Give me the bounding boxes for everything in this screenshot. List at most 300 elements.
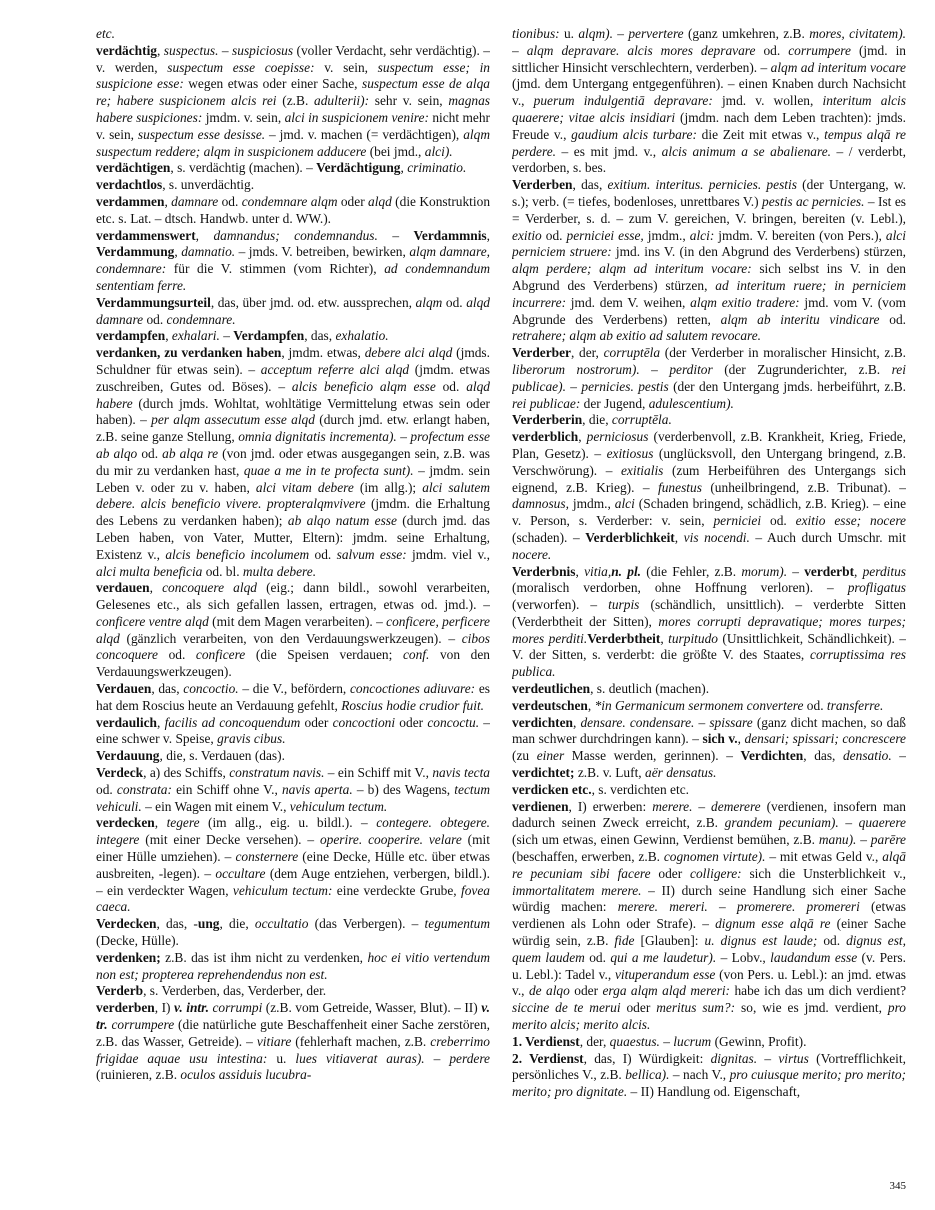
entry-text: suspectum esse desisse. bbox=[137, 126, 266, 142]
entry-text: tectum vehiculi. bbox=[96, 781, 490, 814]
entry-headword: ung bbox=[197, 916, 220, 932]
entry-text: (der Verderber in moralischer Hinsicht, z.B. bbox=[660, 345, 906, 361]
entry-text: od. bbox=[143, 311, 167, 327]
entry-text: puerum indulgentiā depravare: bbox=[533, 93, 713, 109]
entry-text: contegere. obtegere. integere bbox=[96, 815, 490, 848]
entry-text: od. bbox=[879, 311, 906, 327]
entry-text: erga alqm alqd mereri: bbox=[602, 983, 731, 999]
dictionary-entry bbox=[512, 177, 906, 345]
entry-text: conficere, perficere alqd bbox=[96, 613, 490, 646]
entry-text: (Schaden bringend, schädlich, z.B. Krieg). – eine v. Person, s. Verderber: v. sein, bbox=[512, 496, 906, 529]
entry-text: (der Untergang, w. s.); verb. (= tiefes, bodenloses, unrettbares V.) bbox=[512, 177, 906, 209]
entry-text: multa debere. bbox=[242, 563, 317, 579]
entry-text: rei publicae). – pernicies. pestis bbox=[512, 361, 906, 394]
entry-headword: Verdichten bbox=[740, 748, 804, 764]
entry-text: de alqo bbox=[528, 983, 570, 999]
entry-text: (eig.; dann bildl., sowohl verarbeiten, Gelesenes etc., als sich gefallen lassen, ertragen, etwas od. jmd.). – bbox=[96, 580, 490, 613]
entry-text: , s. deutlich (machen). bbox=[590, 681, 710, 697]
entry-headword: verdaulich bbox=[96, 714, 158, 730]
entry-text: od. bbox=[755, 42, 789, 58]
dictionary-entry bbox=[96, 765, 490, 815]
entry-text: suspectum esse de alqa re; habere suspicionem alcis rei bbox=[96, 76, 490, 109]
entry-text: alci perniciem struere: bbox=[512, 227, 906, 260]
entry-text: tempus alqā re perdere. bbox=[512, 126, 906, 159]
entry-text: – Ist es = Verderber, s. d. – zum V. gereichen, V. bringen, bereiten (v. Lebl.), bbox=[512, 193, 906, 226]
entry-text: exitialis bbox=[620, 462, 664, 478]
entry-text: (etwas verdienen als Lohn oder Strafe). – bbox=[512, 899, 906, 932]
entry-headword: Verdeck bbox=[96, 765, 144, 781]
entry-text: , bbox=[157, 714, 165, 730]
entry-text: , bbox=[575, 563, 585, 579]
entry-text: od. bbox=[817, 933, 847, 949]
entry-text: suspectus. – suspiciosus bbox=[163, 42, 294, 58]
left-column bbox=[96, 26, 490, 1176]
entry-text: od. bbox=[157, 647, 196, 663]
entry-text: so, wie es jmd. verdient, bbox=[735, 1000, 888, 1016]
entry-text: od. bbox=[96, 781, 117, 797]
entry-text: ab alqo natum esse bbox=[287, 513, 397, 529]
entry-text: occultatio bbox=[254, 916, 309, 932]
entry-headword: verdeutlichen bbox=[512, 681, 591, 697]
entry-text: od. bbox=[435, 378, 467, 394]
entry-text: (ganz dicht machen, so daß man schwer durchdringen kann). – bbox=[512, 714, 906, 747]
entry-text: alqā re pecuniam sibi facere bbox=[512, 849, 906, 881]
entry-headword: verdachtlos bbox=[96, 177, 163, 193]
entry-text: quaestus. – lucrum bbox=[609, 1033, 712, 1049]
entry-text: alqd bbox=[368, 193, 392, 209]
entry-text: (jmd. dem Untergang entgegenführen). – einen Knaben durch Nachsicht v., bbox=[512, 76, 906, 109]
entry-text: , a) des Schiffs, bbox=[143, 765, 230, 781]
entry-text: vitiare bbox=[256, 1033, 292, 1049]
entry-text: vitia, bbox=[584, 563, 612, 579]
entry-headword: Verdecken bbox=[96, 916, 157, 932]
entry-text: alqd damnare bbox=[96, 294, 490, 327]
entry-text: od. bbox=[541, 227, 567, 243]
entry-headword: Verderbtheit bbox=[587, 630, 661, 646]
entry-text: qui a me laudetur). – bbox=[610, 949, 728, 965]
entry-text: n. pl. bbox=[611, 563, 642, 579]
entry-text: (Decke, Hülle). bbox=[96, 933, 179, 949]
entry-text: od. bbox=[584, 949, 611, 965]
entry-text: (im allg., eig. u. bildl.). – bbox=[199, 815, 377, 831]
entry-text: exitio bbox=[512, 227, 542, 243]
entry-text: – ein Wagen mit einem V., bbox=[141, 798, 290, 814]
entry-text: vehiculum tectum. bbox=[289, 798, 388, 814]
entry-text: jmdm., bbox=[568, 496, 615, 512]
entry-text: ein Schiff ohne V., bbox=[171, 781, 282, 797]
entry-text: (einer Sache würdig sein, z.B. bbox=[512, 916, 906, 949]
dictionary-entry bbox=[96, 916, 490, 950]
entry-text: (von Pers. u. Lebl.): an jmd. etwas v., bbox=[512, 966, 906, 999]
entry-text: – die V., befördern, bbox=[238, 681, 350, 697]
entry-text: – jmds. V. betreiben, bewirken, bbox=[235, 244, 410, 260]
entry-text: perditus bbox=[862, 563, 906, 579]
entry-text: – bbox=[787, 563, 805, 579]
entry-text: nocere. bbox=[512, 546, 552, 562]
dictionary-entry bbox=[96, 950, 490, 984]
entry-text: (fehlerhaft machen, z.B. bbox=[291, 1033, 431, 1049]
entry-text: , der, bbox=[579, 1033, 610, 1049]
entry-headword: Verdächtigung bbox=[316, 160, 401, 176]
entry-text: – eine schwer v. Speise, bbox=[96, 714, 490, 747]
entry-text: z.B. v. Luft, bbox=[574, 765, 646, 781]
dictionary-entry bbox=[512, 799, 906, 1034]
entry-text: fide bbox=[614, 933, 635, 949]
entry-text: sich die Unsterblichkeit v., bbox=[741, 865, 906, 881]
entry-text: concoquere alqd bbox=[162, 580, 257, 596]
entry-text: jmdm. V. bereiten (von Pers.), bbox=[714, 227, 886, 243]
entry-text: , bbox=[660, 630, 669, 646]
entry-text: (v. Pers. u. Lebl.): Tadel v., bbox=[512, 949, 906, 982]
entry-text: od. bbox=[309, 546, 337, 562]
entry-text: funestus bbox=[658, 479, 702, 495]
entry-text: interitum alcis quaerere; vitae alcis insidiari bbox=[512, 93, 906, 125]
entry-text: (die Speisen verdauen; bbox=[245, 647, 403, 663]
entry-text: , bbox=[587, 697, 595, 713]
entry-text: (jmdm. die Erhaltung des Lebens zu verdanken haben); bbox=[96, 496, 490, 529]
entry-headword: Verdauen bbox=[96, 681, 152, 697]
entry-text: (jmdm. etwas zuschreiben, Gutes od. Böses). – bbox=[96, 361, 490, 394]
entry-text: – jmdm. sein Leben v. oder zu v. haben, bbox=[96, 462, 490, 495]
entry-text: (sich um etwas, einen Gewinn, Verdienst bemühen, z.B. bbox=[512, 832, 819, 848]
entry-text: damnandus; condemnandus. bbox=[213, 227, 378, 243]
entry-text: , s. unverdächtig. bbox=[162, 177, 255, 193]
entry-text: exhalatio. bbox=[335, 328, 389, 344]
entry-headword: Verdammnis bbox=[413, 227, 487, 243]
entry-text: rei publicae: bbox=[512, 395, 581, 411]
entry-headword: verderblich bbox=[512, 429, 579, 445]
dictionary-entry bbox=[512, 564, 906, 682]
entry-text: debere alci alqd bbox=[364, 345, 453, 361]
entry-text: od. bbox=[803, 697, 827, 713]
entry-text: exitio esse; nocere bbox=[795, 513, 906, 529]
entry-text: liberorum nostrorum). – perditor bbox=[512, 361, 713, 377]
entry-text: , bbox=[737, 731, 745, 747]
entry-text: , s. Verderben, das, Verderber, der. bbox=[143, 983, 327, 999]
entry-text: (unheilbringend, z.B. Tribunat). – bbox=[701, 479, 906, 495]
entry-text: , bbox=[674, 529, 684, 545]
entry-headword: Verdampfen bbox=[233, 328, 305, 344]
entry-text: , s. verdächtig (machen). – bbox=[170, 160, 317, 176]
entry-text: (jmdm. nach dem Leben trachten): jmds. Freude v., bbox=[512, 109, 906, 142]
entry-text: grandem pecuniam). – quaerere bbox=[724, 815, 906, 831]
entry-headword: verdecken bbox=[96, 815, 155, 831]
entry-text: jmd. vom V. (vom Abgrunde des Verderbens) retten, bbox=[512, 294, 906, 327]
dictionary-entry bbox=[512, 681, 906, 698]
entry-text: concoctioni bbox=[332, 714, 396, 730]
entry-text: navis tecta bbox=[432, 765, 490, 781]
entry-headword: Verderb bbox=[96, 983, 144, 999]
entry-text: concoctio. bbox=[183, 681, 239, 697]
entry-text: (die natürliche gute Beschaffenheit einer Sache zerstören, z.B. das Wasser, Getreide). – bbox=[96, 1017, 490, 1049]
entry-text: tegumentum bbox=[424, 916, 490, 932]
entry-text: *in Germanicum sermonem convertere bbox=[594, 697, 804, 713]
entry-headword: verdichten bbox=[512, 714, 573, 730]
entry-text: corrumpere bbox=[111, 1017, 175, 1033]
entry-text: conficere bbox=[195, 647, 246, 663]
entry-text: (verdienen, insofern man dadurch seinen Zweck erreicht, z.B. bbox=[512, 798, 906, 831]
entry-text: (im allg.); bbox=[353, 479, 423, 495]
entry-text: alci). bbox=[424, 143, 453, 159]
entry-text: salvum esse: bbox=[336, 546, 407, 562]
entry-text: od. bbox=[442, 294, 467, 310]
entry-text: condemnare alqm bbox=[241, 193, 338, 209]
entry-text: , das, bbox=[304, 328, 336, 344]
entry-text: eine verdeckte Grube, bbox=[332, 882, 461, 898]
entry-text: – b) des Wagens, bbox=[352, 781, 455, 797]
dictionary-entry bbox=[512, 26, 906, 177]
dictionary-entry bbox=[96, 26, 490, 43]
entry-text: (durch jmd. das Leben haben, von Vater, Mutter, Eltern): jmdm. seine Erhaltung, Existenz v., bbox=[96, 513, 490, 562]
dictionary-entry bbox=[96, 815, 490, 916]
entry-text: für die V. stimmen (vom Richter), bbox=[166, 261, 385, 277]
entry-text: – bbox=[219, 328, 234, 344]
entry-text: u. dignus est laude; bbox=[704, 933, 818, 949]
entry-text: (das Verbergen). – bbox=[308, 916, 425, 932]
entry-text: (Gewinn, Profit). bbox=[711, 1033, 807, 1049]
entry-text: (schändlich, unsittlich). – verderbte Sitten (Verderbtheit der Sitten), bbox=[512, 597, 906, 629]
dictionary-entry bbox=[96, 715, 490, 749]
entry-text: – es mit jmd. v., bbox=[556, 143, 662, 159]
dictionary-entry bbox=[96, 681, 490, 715]
entry-text: perniciei esse, bbox=[566, 227, 644, 243]
entry-text: sich selbst ins V. in den Abgrund des Verderbens) stürzen, bbox=[512, 261, 906, 293]
entry-text: , das, bbox=[803, 748, 843, 764]
entry-text: , das, bbox=[572, 177, 608, 193]
dictionary-entry bbox=[512, 412, 906, 429]
entry-text: pro cuiusque merito; pro merito; merito; pro dignitate. bbox=[512, 1067, 906, 1100]
dictionary-entry bbox=[96, 983, 490, 1000]
entry-text: mores corrupti depravatique; mores turpes; mores perditi. bbox=[512, 613, 906, 646]
entry-text: , die, bbox=[219, 916, 255, 932]
entry-text: v. tr. bbox=[96, 1000, 490, 1033]
entry-text: – ein Schiff mit V., bbox=[324, 765, 433, 781]
entry-text: constratum navis. bbox=[229, 765, 325, 781]
entry-text: (die Fehler, z.B. bbox=[641, 563, 742, 579]
entry-text: Lobv., bbox=[727, 949, 771, 965]
dictionary-entry bbox=[512, 429, 906, 563]
entry-text: morum). bbox=[741, 563, 788, 579]
entry-text: corrumpi bbox=[212, 1000, 263, 1016]
entry-text: alcis beneficio alqm esse bbox=[291, 378, 436, 394]
entry-text: (jmds. Schuldner für etwas sein). – bbox=[96, 345, 490, 377]
entry-text: nicht mehr v. sein, bbox=[96, 109, 490, 142]
entry-text: alci: bbox=[689, 227, 715, 243]
entry-headword: Verderbnis bbox=[512, 563, 576, 579]
dictionary-entry bbox=[96, 1000, 490, 1084]
entry-text: corrumpere bbox=[788, 42, 851, 58]
entry-text: oder bbox=[300, 714, 333, 730]
entry-text: Masse werden, gerinnen). – bbox=[564, 748, 741, 764]
entry-text: conficere ventre alqd bbox=[96, 613, 209, 629]
entry-text: navis aperta. bbox=[281, 781, 353, 797]
entry-text: (voller Verdacht, sehr verdächtig). – v. werden, bbox=[96, 42, 490, 75]
entry-text: gaudium alcis turbare: bbox=[571, 126, 697, 142]
entry-text: mores, civitatem). – alqm depravare. alcis mores depravare bbox=[512, 26, 906, 58]
dictionary-entry bbox=[96, 295, 490, 329]
entry-text: suspectum esse; in suspicione esse: bbox=[96, 59, 490, 92]
entry-text: sehr v. sein, bbox=[369, 93, 449, 109]
entry-text: magnas habere suspiciones: bbox=[96, 93, 490, 125]
dictionary-page bbox=[96, 26, 906, 1194]
entry-text: densatio. bbox=[842, 748, 892, 764]
entry-text: (Unsittlichkeit, Schändlichkeit). – V. der Sitten, s. verderbt: die größte V. des Staates, bbox=[512, 630, 906, 663]
entry-text: constrata: bbox=[116, 781, 172, 797]
entry-text: v. sein, bbox=[314, 59, 378, 75]
entry-text: exitium. interitus. pernicies. pestis bbox=[607, 177, 797, 193]
entry-headword: verdanken, zu verdanken haben bbox=[96, 345, 282, 361]
entry-text: vis nocendi. bbox=[683, 529, 750, 545]
entry-text: – II) Handlung od. Eigenschaft, bbox=[627, 1084, 801, 1100]
entry-text: adulterii): bbox=[314, 93, 370, 109]
entry-text: oder bbox=[650, 865, 691, 881]
entry-text: hoc ei vitio vertendum non est; propterea reprehendendus non est. bbox=[96, 949, 490, 982]
entry-text: habe ich das um dich verdient? bbox=[730, 983, 906, 999]
entry-text: (mit einer Hülle umziehen). – bbox=[96, 832, 490, 865]
dictionary-entry bbox=[512, 345, 906, 412]
entry-text: alci bbox=[614, 496, 635, 512]
entry-text: damnosus, bbox=[512, 496, 569, 512]
entry-text: , s. verdichten etc. bbox=[591, 781, 689, 797]
entry-text: concoctiones adiuvare: bbox=[349, 681, 476, 697]
entry-text: (mit dem Magen verarbeiten). – bbox=[208, 613, 387, 629]
entry-headword: Verderberin bbox=[512, 412, 583, 428]
entry-text: , die, bbox=[582, 412, 612, 428]
entry-text: (ganz umkehren, z.B. bbox=[683, 26, 810, 41]
entry-text: Roscius hodie crudior fuit. bbox=[341, 697, 485, 713]
entry-text: (der den Untergang jmds. herbeiführt, z.B. bbox=[668, 378, 906, 394]
entry-text: , bbox=[149, 580, 163, 596]
entry-text: turpis bbox=[608, 597, 640, 613]
entry-headword: sich v. bbox=[702, 731, 738, 747]
entry-headword: verdammenswert bbox=[96, 227, 196, 243]
dictionary-entry bbox=[96, 194, 490, 228]
entry-text: einer bbox=[536, 748, 565, 764]
entry-text: nach V., bbox=[679, 1067, 730, 1083]
entry-text: alci multa beneficia bbox=[96, 563, 203, 579]
dictionary-entry bbox=[96, 345, 490, 580]
entry-text: jmdm. viel v., bbox=[406, 546, 490, 562]
entry-text: , bbox=[573, 714, 581, 730]
entry-text: ad condemnandum sententiam ferre. bbox=[96, 261, 490, 293]
entry-text: pestis ac pernicies. bbox=[762, 193, 865, 209]
dictionary-entry bbox=[96, 160, 490, 177]
entry-text: cibos concoquere bbox=[96, 630, 490, 663]
entry-text: (jmd. in sittlicher Hinsicht verschlechtern, verderben). – bbox=[512, 42, 906, 75]
entry-text: [Glauben]: bbox=[634, 933, 705, 949]
entry-text: , bbox=[164, 193, 172, 209]
entry-text: , bbox=[854, 563, 863, 579]
entry-text: alcis beneficio incolumem bbox=[165, 546, 310, 562]
entry-text: (bei jmd., bbox=[366, 143, 425, 159]
entry-text: od. bbox=[137, 445, 163, 461]
entry-text: – mit etwas Geld v., bbox=[765, 849, 883, 865]
entry-text: (schaden). – bbox=[512, 529, 586, 545]
entry-text: omnia dignitatis incrementa). – profectum esse ab alqo bbox=[96, 429, 490, 461]
entry-text: (moralisch verdorben, ohne Hoffnung verloren). – bbox=[512, 580, 848, 596]
dictionary-entry bbox=[512, 715, 906, 782]
entry-text: operire. cooperire. velare bbox=[319, 832, 462, 848]
entry-text: creberrimo frigidae aquae usu intestina: bbox=[96, 1033, 490, 1066]
entry-text: densare. condensare. – spissare bbox=[580, 714, 753, 730]
entry-text: alqd habere bbox=[96, 378, 490, 411]
entry-text: oder bbox=[569, 983, 603, 999]
right-column bbox=[512, 26, 906, 1176]
dictionary-entry bbox=[512, 1051, 906, 1101]
entry-text: – bbox=[891, 748, 906, 764]
entry-headword: verdeutschen bbox=[512, 697, 588, 713]
entry-text: – bbox=[377, 227, 414, 243]
entry-text: siccine de te merui bbox=[512, 1000, 621, 1016]
dictionary-entry bbox=[96, 580, 490, 681]
entry-text: wegen etwas oder einer Sache, bbox=[183, 76, 362, 92]
entry-text: perniciei bbox=[713, 513, 762, 529]
entry-text: (verderbenvoll, z.B. Krankheit, Krieg, Friede, Plan, Gesetz). – bbox=[512, 429, 906, 461]
entry-text: condemnare. bbox=[166, 311, 236, 327]
entry-text: ab alqa re bbox=[162, 445, 219, 461]
entry-text: jmdm., bbox=[643, 227, 690, 243]
entry-headword: Verdammung bbox=[96, 244, 175, 260]
entry-text: exhalari. bbox=[171, 328, 220, 344]
entry-text: , bbox=[578, 429, 587, 445]
entry-text: (eine Decke, Hülle etc. über etwas ausbreiten, -legen). – bbox=[96, 849, 490, 881]
entry-text: (ruinieren, z.B. bbox=[96, 1067, 181, 1083]
entry-text: ad interitum ruere; in perniciem incurrere: bbox=[512, 277, 906, 310]
entry-text: meritus sum?: bbox=[656, 1000, 736, 1016]
entry-text: bellica). – bbox=[625, 1067, 680, 1083]
entry-text: (unglücksvoll, den Untergang bringend, z.B. Verschwörung). – bbox=[512, 445, 906, 478]
dictionary-entry bbox=[512, 698, 906, 715]
entry-text: tionibus: bbox=[512, 26, 560, 41]
entry-text: od. bbox=[218, 193, 242, 209]
entry-text: alqm suspectum reddere; alqm in suspicionem adducere bbox=[96, 126, 490, 159]
entry-text: corruptissima res publica. bbox=[512, 647, 906, 680]
entry-headword: verderbt bbox=[804, 563, 855, 579]
entry-text: – II) durch seine Handlung sich einer Sache würdig machen: bbox=[512, 882, 906, 915]
entry-text: , bbox=[154, 815, 167, 831]
entry-text: alqm ad interitum vocare bbox=[770, 59, 906, 75]
entry-text: (durch jmd. etw. erlangt haben, z.B. seine ganze Stellung, bbox=[96, 412, 490, 445]
entry-text: manu). – parēre bbox=[818, 832, 906, 848]
entry-text: conf. bbox=[402, 647, 430, 663]
entry-text: , das, bbox=[151, 681, 184, 697]
entry-text: transferre. bbox=[826, 697, 884, 713]
entry-text: immortalitatem merere. bbox=[512, 882, 642, 898]
entry-text: oder bbox=[395, 714, 428, 730]
entry-text: , bbox=[400, 160, 408, 176]
entry-text: lues vitiaverat auras). – perdere bbox=[295, 1050, 490, 1066]
entry-text: alci salutem debere. alcis beneficio vivere. propteralqmvivere bbox=[96, 479, 490, 512]
entry-text: consternere bbox=[235, 849, 299, 865]
entry-text: alqm ab interitu vindicare bbox=[720, 311, 880, 327]
dictionary-entry bbox=[96, 328, 490, 345]
entry-headword: verdampfen bbox=[96, 328, 166, 344]
entry-text: , bbox=[165, 328, 172, 344]
entry-text: retrahere; alqm ab exitio ad salutem revocare. bbox=[512, 328, 762, 344]
entry-text: jmd. dem V. weihen, bbox=[566, 294, 691, 310]
entry-text: v. intr. bbox=[173, 1000, 209, 1016]
entry-text: alci vitam debere bbox=[255, 479, 354, 495]
entry-text: z.B. das ist ihm nicht zu verdenken, bbox=[160, 949, 368, 965]
entry-text: , bbox=[174, 244, 182, 260]
entry-text: alqm perdere; alqm ad interitum vocare: bbox=[512, 261, 752, 277]
entry-text: (durch jmds. Wohltat, wohltätige Vermittelung etwas sein oder haben). – bbox=[96, 395, 490, 428]
entry-headword: verdenken; bbox=[96, 949, 161, 965]
entry-text: oculos assiduis lucubra- bbox=[180, 1067, 312, 1083]
entry-text: von den Verdauungswerkzeugen). bbox=[96, 647, 490, 680]
entry-text: od. bl. bbox=[202, 563, 243, 579]
entry-text: od. bbox=[761, 513, 796, 529]
